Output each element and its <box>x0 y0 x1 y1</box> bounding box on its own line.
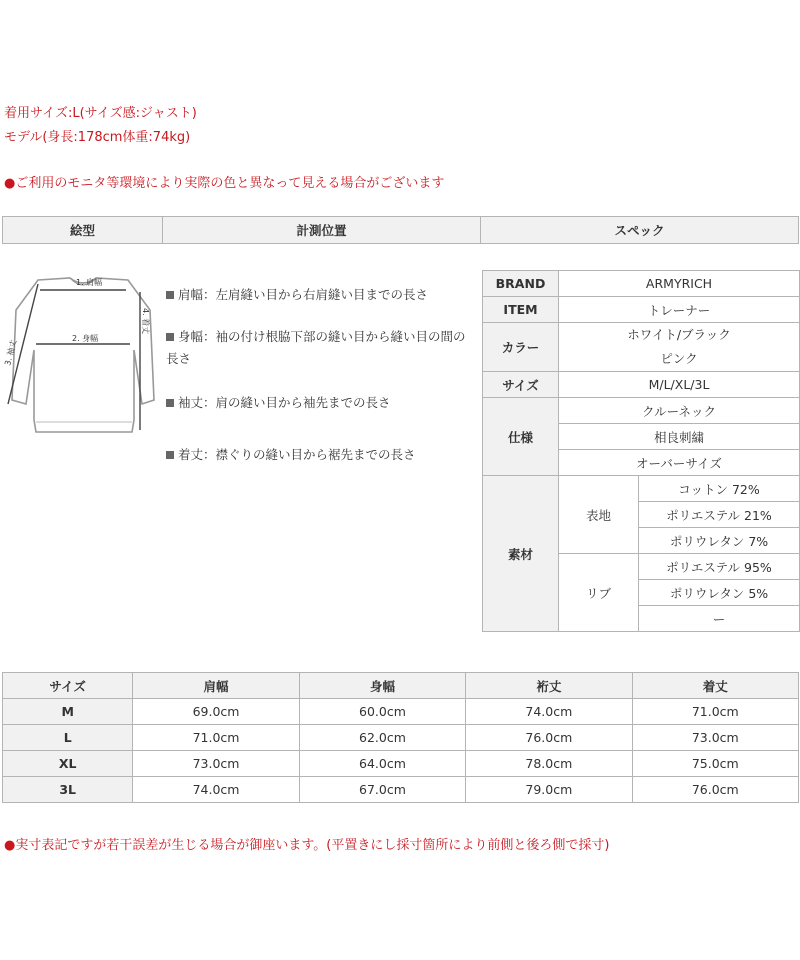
color-notice: ●ご利用のモニタ等環境により実際の色と異なって見える場合がございます <box>4 176 445 191</box>
sleeve-header: 裄丈 <box>466 673 632 699</box>
header-spec: スペック <box>481 217 799 244</box>
table-row: XL 73.0cm 64.0cm 78.0cm 75.0cm <box>3 751 799 777</box>
measurement-item: 肩幅：左肩縫い目から右肩縫い目までの長さ <box>166 284 476 306</box>
bullet-icon <box>166 399 174 407</box>
spec-rib-item: ー <box>639 606 800 632</box>
diagram-label-shoulder: 1. 肩幅 <box>76 278 103 287</box>
spec-brand: ARMYRICH <box>559 271 800 297</box>
spec-rib-item: ポリウレタン 5% <box>639 580 800 606</box>
shoulder-header: 肩幅 <box>133 673 299 699</box>
spec-color: ホワイト/ブラック ピンク <box>559 323 800 372</box>
model-note: モデル(身長:178cm体重:74kg) <box>4 130 191 145</box>
bullet-icon <box>166 333 174 341</box>
diagram-label-length: 4. 着丈 <box>141 308 150 335</box>
spec-style-item: 相良刺繍 <box>559 424 800 450</box>
table-row: 3L 74.0cm 67.0cm 79.0cm 76.0cm <box>3 777 799 803</box>
diagram-label-sleeve: 3. 袖丈 <box>3 338 19 367</box>
diagram-label-body: 2. 身幅 <box>72 334 99 343</box>
spec-style-item: クルーネック <box>559 398 800 424</box>
spec-item-label: ITEM <box>483 297 559 323</box>
bullet-icon <box>166 291 174 299</box>
bullet-icon <box>166 451 174 459</box>
spec-rib-label: リブ <box>559 554 639 632</box>
spec-material-label: 素材 <box>483 476 559 632</box>
spec-outer-item: ポリウレタン 7% <box>639 528 800 554</box>
spec-item: トレーナー <box>559 297 800 323</box>
header-illustration: 絵型 <box>3 217 163 244</box>
spec-color-label: カラー <box>483 323 559 372</box>
header-measurement-position: 計測位置 <box>163 217 481 244</box>
sweatshirt-diagram <box>0 270 166 440</box>
spec-style-label: 仕様 <box>483 398 559 476</box>
table-row: L 71.0cm 62.0cm 76.0cm 73.0cm <box>3 725 799 751</box>
measurement-item: 袖丈：肩の縫い目から袖先までの長さ <box>166 392 476 414</box>
spec-outer-label: 表地 <box>559 476 639 554</box>
body-width-header: 身幅 <box>299 673 465 699</box>
table-row: M 69.0cm 60.0cm 74.0cm 71.0cm <box>3 699 799 725</box>
size-header: サイズ <box>3 673 133 699</box>
spec-size-label: サイズ <box>483 372 559 398</box>
spec-table <box>482 270 800 632</box>
size-table <box>2 672 799 803</box>
length-header: 着丈 <box>632 673 798 699</box>
spec-outer-item: コットン 72% <box>639 476 800 502</box>
spec-rib-item: ポリエステル 95% <box>639 554 800 580</box>
measurement-item: 身幅：袖の付け根脇下部の縫い目から縫い目の間の長さ <box>166 329 466 366</box>
spec-brand-label: BRAND <box>483 271 559 297</box>
section-header <box>2 216 799 244</box>
measurement-item: 着丈：襟ぐりの縫い目から裾先までの長さ <box>166 444 476 466</box>
measure-notice: ●実寸表記ですが若干誤差が生じる場合が御座います。(平置きにし採寸箇所により前側と後ろ側で採寸) <box>4 838 610 853</box>
spec-style-item: オーバーサイズ <box>559 450 800 476</box>
spec-outer-item: ポリエステル 21% <box>639 502 800 528</box>
wear-size-note: 着用サイズ:L(サイズ感:ジャスト) <box>4 106 197 121</box>
spec-sizes: M/L/XL/3L <box>559 372 800 398</box>
